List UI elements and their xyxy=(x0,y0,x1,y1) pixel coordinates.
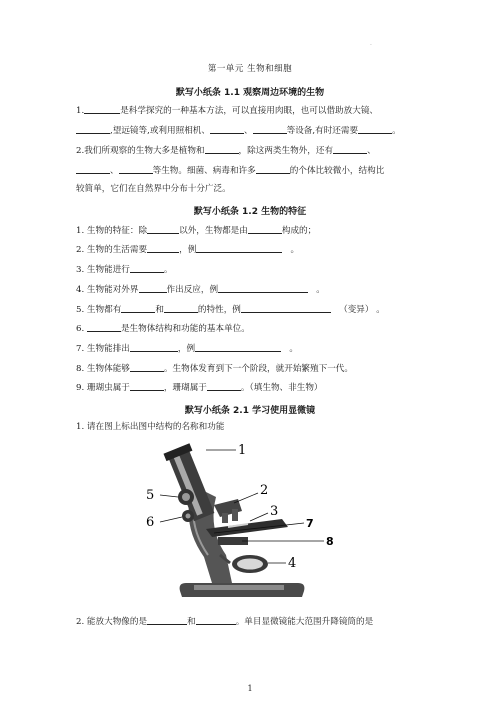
leader-line-6 xyxy=(160,517,182,522)
fill-blank xyxy=(130,342,178,352)
text: 。生物体发育到下一个阶段，就开始繁殖下一代。 xyxy=(163,364,353,374)
label-number-5: 5 xyxy=(146,488,155,503)
section-heading-1-2: 默写小纸条 1.2 生物的特征 xyxy=(193,207,307,217)
label-number-1: 1 xyxy=(238,443,247,458)
text: ，例 xyxy=(177,344,196,354)
fill-blank xyxy=(241,303,331,313)
section-heading-2-1: 默写小纸条 2.1 学习使用显微镜 xyxy=(184,406,316,416)
label-number-8: 8 xyxy=(326,535,334,548)
fill-blank xyxy=(333,144,367,154)
s3-question-1: 1. 请在图上标出图中结构的名称和功能 xyxy=(76,422,225,432)
text: 。 xyxy=(392,126,401,136)
microscope-diagram xyxy=(142,437,340,607)
text: 、 xyxy=(110,166,119,176)
label-number-6: 6 xyxy=(146,515,155,530)
text: 2. 生物的生活需要 xyxy=(76,245,148,255)
fill-blank xyxy=(205,144,239,154)
text: 是科学探究的一种基本方法，可以直接用肉眼，也可以借助放大镜、 xyxy=(120,106,379,116)
text: ,望远镜等,或利用照相机、 xyxy=(110,126,210,136)
text: 5. 生物都有 xyxy=(76,305,122,315)
text: 。（填生物、非生物） xyxy=(240,383,323,393)
fill-blank xyxy=(207,381,241,391)
text: 2. 能放大物像的是 xyxy=(76,617,148,627)
fill-blank xyxy=(84,104,120,114)
text: ，珊瑚属于 xyxy=(163,383,207,393)
text: 和 xyxy=(155,305,164,315)
text: 6. xyxy=(76,324,85,334)
fill-blank xyxy=(195,342,281,352)
text: 以外，生物都是由 xyxy=(179,226,248,236)
text: 是生物体结构和功能的基本单位。 xyxy=(120,324,250,334)
text: 、 xyxy=(244,126,253,136)
text: 、 xyxy=(367,146,376,156)
fill-blank xyxy=(121,303,155,313)
s2-item-7 xyxy=(76,342,436,355)
text: 4. 生物能对外界 xyxy=(76,285,139,295)
text: 和 xyxy=(187,617,196,627)
s2-item-5 xyxy=(76,303,436,316)
stage xyxy=(206,519,288,537)
label-number-3: 3 xyxy=(270,504,279,519)
page-number: 1 xyxy=(247,684,253,693)
text: （变异） 。 xyxy=(339,305,385,315)
label-number-7: 7 xyxy=(306,517,314,530)
fill-blank xyxy=(147,243,179,253)
fill-blank xyxy=(130,381,164,391)
text: 1. xyxy=(76,106,85,116)
fill-blank xyxy=(196,243,282,253)
text: 。 xyxy=(289,344,298,354)
text: 等设备,有时还需要 xyxy=(286,126,359,136)
label-number-2: 2 xyxy=(260,483,269,498)
s2-item-4 xyxy=(76,283,436,296)
text: 2.我们所观察的生物大多是植物和 xyxy=(76,146,205,156)
section-heading-1-1: 默写小纸条 1.1 观察周边环境的生物 xyxy=(175,88,325,98)
knob-center xyxy=(182,493,190,501)
s1-line-1 xyxy=(76,104,436,117)
text: 作出反应，例 xyxy=(166,285,219,295)
s2-item-2 xyxy=(76,243,436,256)
fill-blank xyxy=(139,283,167,293)
fill-blank xyxy=(130,362,164,372)
text: 。 xyxy=(316,285,325,295)
s3-question-2 xyxy=(76,615,436,628)
s2-item-3 xyxy=(76,263,436,276)
fill-blank xyxy=(147,224,179,234)
text: 的特性，例 xyxy=(197,305,241,315)
text: 等生物。细菌、病毒和许多 xyxy=(152,166,256,176)
text: 。 xyxy=(290,245,300,255)
text: 9. 珊瑚虫属于 xyxy=(76,383,130,393)
s1-line-3 xyxy=(76,144,436,157)
fill-blank xyxy=(119,164,153,174)
s2-item-9 xyxy=(76,381,436,394)
fill-blank xyxy=(147,615,187,625)
fill-blank xyxy=(196,615,236,625)
text: 3. 生物能进行 xyxy=(76,265,130,275)
s1-line-2 xyxy=(76,124,436,137)
fill-blank xyxy=(248,224,282,234)
fill-blank xyxy=(253,124,287,134)
s2-item-6 xyxy=(76,322,436,335)
fill-blank xyxy=(76,124,110,134)
s1-line-5: 较简单，它们在自然界中分布十分广泛。 xyxy=(76,184,231,194)
text: ，例 xyxy=(179,245,197,255)
scan-mark: · xyxy=(370,42,372,49)
text: 7. 生物能排出 xyxy=(76,344,130,354)
leader-line-5 xyxy=(160,495,178,497)
s2-item-8 xyxy=(76,362,436,375)
fill-blank xyxy=(210,124,244,134)
fill-blank xyxy=(130,263,164,273)
text: 8. 生物体能够 xyxy=(76,364,130,374)
text: 1. 生物的特征：除 xyxy=(76,226,148,236)
unit-title: 第一单元 生物和细胞 xyxy=(207,64,293,74)
leader-line-3 xyxy=(250,513,268,521)
label-number-4: 4 xyxy=(288,556,297,571)
text: ，除这两类生物外，还有 xyxy=(238,146,334,156)
objective-lens xyxy=(222,513,228,523)
fill-blank xyxy=(164,303,198,313)
text: 。 xyxy=(163,265,173,275)
fill-blank xyxy=(256,164,290,174)
text: 构成的； xyxy=(281,226,317,236)
base-highlight xyxy=(194,585,284,590)
text: 。单目显微镜能大范围升降镜筒的是 xyxy=(235,617,374,627)
fill-blank xyxy=(76,164,110,174)
fill-blank xyxy=(358,124,392,134)
fill-blank xyxy=(218,283,308,293)
objective-lens xyxy=(232,509,238,521)
s1-line-4 xyxy=(76,164,436,177)
mirror-surface xyxy=(237,559,263,570)
leader-line-2 xyxy=(234,493,258,503)
fill-blank xyxy=(87,322,121,332)
s2-item-1 xyxy=(76,224,436,237)
text: 的个体比较微小，结构比 xyxy=(289,166,385,176)
knob-center xyxy=(186,514,191,519)
